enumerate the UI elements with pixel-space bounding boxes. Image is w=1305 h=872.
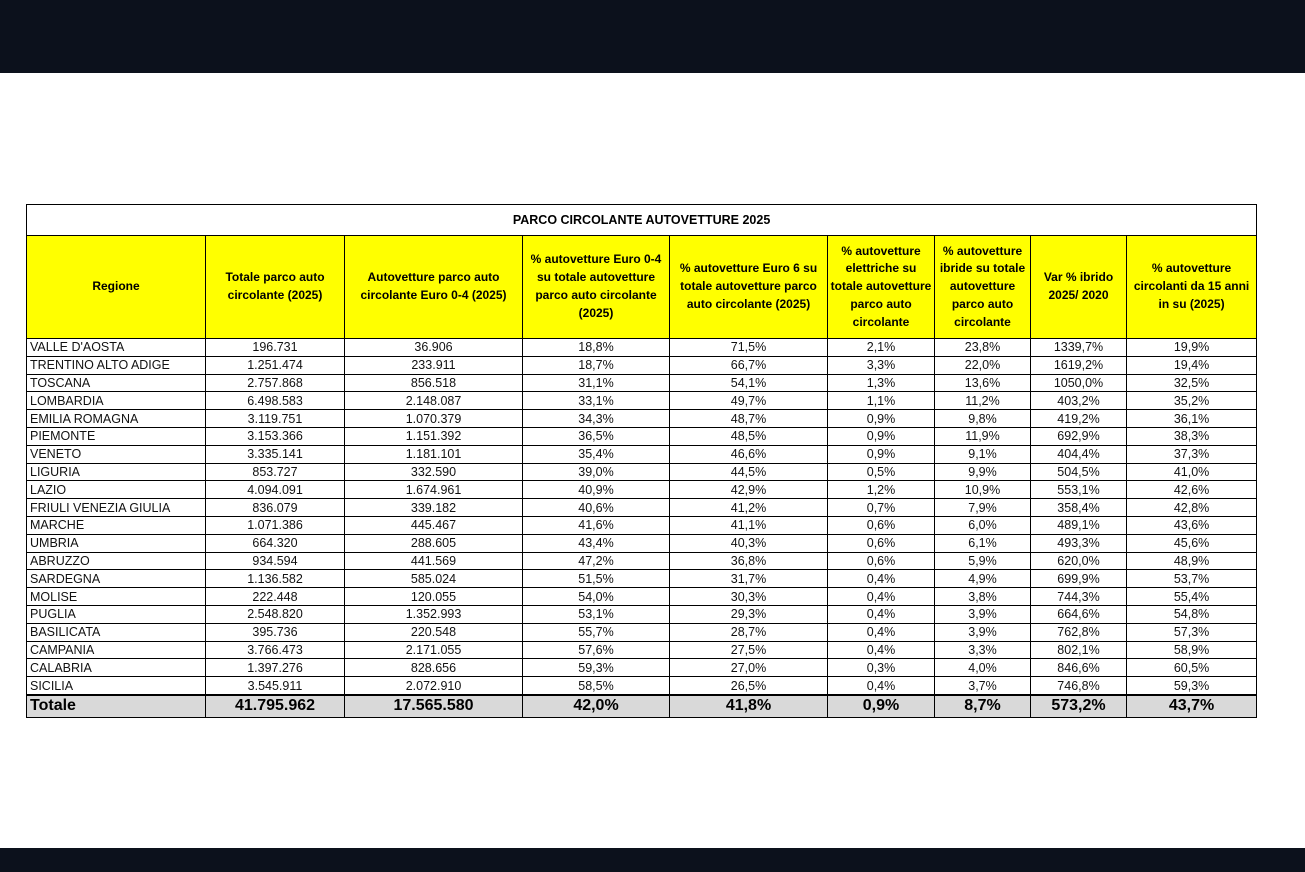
- value-cell: 54,1%: [670, 374, 828, 392]
- value-cell: 31,7%: [670, 570, 828, 588]
- value-cell: 746,8%: [1031, 677, 1127, 695]
- value-cell: 36,5%: [523, 427, 670, 445]
- region-cell: CALABRIA: [27, 659, 206, 677]
- value-cell: 419,2%: [1031, 410, 1127, 428]
- header-pct-euro-6: % autovetture Euro 6 su totale autovetture parco auto circolante (2025): [670, 236, 828, 339]
- value-cell: 1.397.276: [206, 659, 345, 677]
- value-cell: 33,1%: [523, 392, 670, 410]
- table-row: [27, 481, 1257, 499]
- value-cell: 7,9%: [935, 499, 1031, 517]
- value-cell: 38,3%: [1127, 427, 1257, 445]
- value-cell: 40,3%: [670, 534, 828, 552]
- header-totale-parco: Totale parco auto circolante (2025): [206, 236, 345, 339]
- value-cell: 0,3%: [828, 659, 935, 677]
- top-frame-bar: [0, 0, 1305, 73]
- value-cell: 44,5%: [670, 463, 828, 481]
- value-cell: 57,6%: [523, 641, 670, 659]
- value-cell: 664.320: [206, 534, 345, 552]
- table-row: [27, 677, 1257, 695]
- value-cell: 13,6%: [935, 374, 1031, 392]
- value-cell: 0,5%: [828, 463, 935, 481]
- spreadsheet: [26, 204, 1256, 718]
- value-cell: 43,4%: [523, 534, 670, 552]
- region-cell: CAMPANIA: [27, 641, 206, 659]
- header-pct-elettriche: % autovetture elettriche su totale autovetture parco auto circolante: [828, 236, 935, 339]
- value-cell: 664,6%: [1031, 605, 1127, 623]
- value-cell: 35,2%: [1127, 392, 1257, 410]
- value-cell: 504,5%: [1031, 463, 1127, 481]
- header-euro-0-4: Autovetture parco auto circolante Euro 0-4 (2025): [345, 236, 523, 339]
- value-cell: 58,5%: [523, 677, 670, 695]
- value-cell: 18,7%: [523, 356, 670, 374]
- region-cell: UMBRIA: [27, 534, 206, 552]
- value-cell: 762,8%: [1031, 623, 1127, 641]
- value-cell: 1.352.993: [345, 605, 523, 623]
- value-cell: 40,9%: [523, 481, 670, 499]
- value-cell: 2.757.868: [206, 374, 345, 392]
- region-cell: MOLISE: [27, 588, 206, 606]
- value-cell: 32,5%: [1127, 374, 1257, 392]
- value-cell: 1,2%: [828, 481, 935, 499]
- total-cell: 41.795.962: [206, 695, 345, 718]
- value-cell: 1,3%: [828, 374, 935, 392]
- value-cell: 1.070.379: [345, 410, 523, 428]
- value-cell: 29,3%: [670, 605, 828, 623]
- value-cell: 19,4%: [1127, 356, 1257, 374]
- table-row: [27, 499, 1257, 517]
- value-cell: 1.071.386: [206, 516, 345, 534]
- region-cell: LIGURIA: [27, 463, 206, 481]
- header-pct-euro-0-4: % autovetture Euro 0-4 su totale autovetture parco auto circolante (2025): [523, 236, 670, 339]
- value-cell: 59,3%: [523, 659, 670, 677]
- value-cell: 233.911: [345, 356, 523, 374]
- value-cell: 53,1%: [523, 605, 670, 623]
- table-row: [27, 534, 1257, 552]
- table-row: [27, 659, 1257, 677]
- value-cell: 0,4%: [828, 623, 935, 641]
- value-cell: 42,6%: [1127, 481, 1257, 499]
- value-cell: 57,3%: [1127, 623, 1257, 641]
- value-cell: 22,0%: [935, 356, 1031, 374]
- value-cell: 0,4%: [828, 677, 935, 695]
- table-row: [27, 641, 1257, 659]
- value-cell: 35,4%: [523, 445, 670, 463]
- value-cell: 1,1%: [828, 392, 935, 410]
- value-cell: 744,3%: [1031, 588, 1127, 606]
- value-cell: 1.136.582: [206, 570, 345, 588]
- value-cell: 0,4%: [828, 641, 935, 659]
- value-cell: 3,3%: [828, 356, 935, 374]
- value-cell: 0,9%: [828, 445, 935, 463]
- region-cell: SICILIA: [27, 677, 206, 695]
- region-cell: PIEMONTE: [27, 427, 206, 445]
- region-cell: SARDEGNA: [27, 570, 206, 588]
- table-body: [27, 339, 1257, 695]
- value-cell: 0,6%: [828, 534, 935, 552]
- table-row: [27, 463, 1257, 481]
- region-cell: EMILIA ROMAGNA: [27, 410, 206, 428]
- region-cell: TOSCANA: [27, 374, 206, 392]
- value-cell: 3,8%: [935, 588, 1031, 606]
- value-cell: 11,9%: [935, 427, 1031, 445]
- value-cell: 2.072.910: [345, 677, 523, 695]
- total-cell: 41,8%: [670, 695, 828, 718]
- value-cell: 445.467: [345, 516, 523, 534]
- value-cell: 26,5%: [670, 677, 828, 695]
- value-cell: 1.251.474: [206, 356, 345, 374]
- value-cell: 358,4%: [1031, 499, 1127, 517]
- value-cell: 39,0%: [523, 463, 670, 481]
- value-cell: 2.548.820: [206, 605, 345, 623]
- value-cell: 1619,2%: [1031, 356, 1127, 374]
- value-cell: 42,9%: [670, 481, 828, 499]
- value-cell: 9,1%: [935, 445, 1031, 463]
- table-row: [27, 410, 1257, 428]
- value-cell: 3,3%: [935, 641, 1031, 659]
- value-cell: 37,3%: [1127, 445, 1257, 463]
- value-cell: 0,7%: [828, 499, 935, 517]
- value-cell: 23,8%: [935, 339, 1031, 357]
- value-cell: 1.181.101: [345, 445, 523, 463]
- value-cell: 42,8%: [1127, 499, 1257, 517]
- value-cell: 53,7%: [1127, 570, 1257, 588]
- bottom-frame-bar: [0, 848, 1305, 872]
- value-cell: 332.590: [345, 463, 523, 481]
- header-pct-ibride: % autovetture ibride su totale autovetture parco auto circolante: [935, 236, 1031, 339]
- total-cell: 573,2%: [1031, 695, 1127, 718]
- value-cell: 58,9%: [1127, 641, 1257, 659]
- value-cell: 36,1%: [1127, 410, 1257, 428]
- value-cell: 18,8%: [523, 339, 670, 357]
- table-row: [27, 623, 1257, 641]
- value-cell: 3,9%: [935, 605, 1031, 623]
- value-cell: 43,6%: [1127, 516, 1257, 534]
- value-cell: 395.736: [206, 623, 345, 641]
- value-cell: 41,1%: [670, 516, 828, 534]
- value-cell: 856.518: [345, 374, 523, 392]
- value-cell: 6.498.583: [206, 392, 345, 410]
- value-cell: 27,0%: [670, 659, 828, 677]
- region-cell: MARCHE: [27, 516, 206, 534]
- value-cell: 5,9%: [935, 552, 1031, 570]
- region-cell: LAZIO: [27, 481, 206, 499]
- region-cell: ABRUZZO: [27, 552, 206, 570]
- value-cell: 31,1%: [523, 374, 670, 392]
- value-cell: 828.656: [345, 659, 523, 677]
- table-row: [27, 392, 1257, 410]
- total-cell: 0,9%: [828, 695, 935, 718]
- value-cell: 2.148.087: [345, 392, 523, 410]
- value-cell: 40,6%: [523, 499, 670, 517]
- value-cell: 0,4%: [828, 605, 935, 623]
- value-cell: 6,0%: [935, 516, 1031, 534]
- value-cell: 802,1%: [1031, 641, 1127, 659]
- value-cell: 620,0%: [1031, 552, 1127, 570]
- value-cell: 0,6%: [828, 552, 935, 570]
- value-cell: 27,5%: [670, 641, 828, 659]
- header-regione: Regione: [27, 236, 206, 339]
- value-cell: 846,6%: [1031, 659, 1127, 677]
- value-cell: 3,9%: [935, 623, 1031, 641]
- region-cell: TRENTINO ALTO ADIGE: [27, 356, 206, 374]
- region-cell: FRIULI VENEZIA GIULIA: [27, 499, 206, 517]
- table-row: [27, 445, 1257, 463]
- value-cell: 54,8%: [1127, 605, 1257, 623]
- value-cell: 41,0%: [1127, 463, 1257, 481]
- table-row: [27, 588, 1257, 606]
- table-row: [27, 339, 1257, 357]
- header-pct-15-anni: % autovetture circolanti da 15 anni in su (2025): [1127, 236, 1257, 339]
- value-cell: 19,9%: [1127, 339, 1257, 357]
- value-cell: 54,0%: [523, 588, 670, 606]
- value-cell: 55,4%: [1127, 588, 1257, 606]
- value-cell: 48,5%: [670, 427, 828, 445]
- value-cell: 45,6%: [1127, 534, 1257, 552]
- table-row: [27, 552, 1257, 570]
- value-cell: 1339,7%: [1031, 339, 1127, 357]
- value-cell: 4.094.091: [206, 481, 345, 499]
- table-row: [27, 374, 1257, 392]
- value-cell: 404,4%: [1031, 445, 1127, 463]
- value-cell: 49,7%: [670, 392, 828, 410]
- value-cell: 36,8%: [670, 552, 828, 570]
- total-row: [27, 695, 1257, 718]
- value-cell: 4,9%: [935, 570, 1031, 588]
- value-cell: 3,7%: [935, 677, 1031, 695]
- data-table: [26, 204, 1257, 718]
- value-cell: 692,9%: [1031, 427, 1127, 445]
- total-cell: 17.565.580: [345, 695, 523, 718]
- table-row: [27, 356, 1257, 374]
- table-title: PARCO CIRCOLANTE AUTOVETTURE 2025: [27, 205, 1257, 236]
- total-cell: 42,0%: [523, 695, 670, 718]
- value-cell: 4,0%: [935, 659, 1031, 677]
- value-cell: 3.766.473: [206, 641, 345, 659]
- value-cell: 339.182: [345, 499, 523, 517]
- value-cell: 585.024: [345, 570, 523, 588]
- value-cell: 47,2%: [523, 552, 670, 570]
- value-cell: 0,9%: [828, 410, 935, 428]
- table-row: [27, 605, 1257, 623]
- value-cell: 66,7%: [670, 356, 828, 374]
- value-cell: 6,1%: [935, 534, 1031, 552]
- value-cell: 196.731: [206, 339, 345, 357]
- value-cell: 441.569: [345, 552, 523, 570]
- value-cell: 36.906: [345, 339, 523, 357]
- region-cell: VALLE D'AOSTA: [27, 339, 206, 357]
- value-cell: 120.055: [345, 588, 523, 606]
- value-cell: 0,9%: [828, 427, 935, 445]
- value-cell: 1.674.961: [345, 481, 523, 499]
- value-cell: 60,5%: [1127, 659, 1257, 677]
- value-cell: 220.548: [345, 623, 523, 641]
- value-cell: 46,6%: [670, 445, 828, 463]
- value-cell: 9,8%: [935, 410, 1031, 428]
- value-cell: 30,3%: [670, 588, 828, 606]
- region-cell: LOMBARDIA: [27, 392, 206, 410]
- region-cell: PUGLIA: [27, 605, 206, 623]
- value-cell: 59,3%: [1127, 677, 1257, 695]
- value-cell: 34,3%: [523, 410, 670, 428]
- value-cell: 28,7%: [670, 623, 828, 641]
- value-cell: 1.151.392: [345, 427, 523, 445]
- table-row: [27, 427, 1257, 445]
- value-cell: 489,1%: [1031, 516, 1127, 534]
- value-cell: 403,2%: [1031, 392, 1127, 410]
- value-cell: 853.727: [206, 463, 345, 481]
- value-cell: 41,2%: [670, 499, 828, 517]
- value-cell: 0,4%: [828, 588, 935, 606]
- value-cell: 836.079: [206, 499, 345, 517]
- total-label: Totale: [27, 695, 206, 718]
- value-cell: 2,1%: [828, 339, 935, 357]
- value-cell: 3.153.366: [206, 427, 345, 445]
- value-cell: 55,7%: [523, 623, 670, 641]
- value-cell: 3.335.141: [206, 445, 345, 463]
- value-cell: 48,9%: [1127, 552, 1257, 570]
- value-cell: 71,5%: [670, 339, 828, 357]
- value-cell: 0,4%: [828, 570, 935, 588]
- value-cell: 222.448: [206, 588, 345, 606]
- value-cell: 699,9%: [1031, 570, 1127, 588]
- value-cell: 934.594: [206, 552, 345, 570]
- value-cell: 553,1%: [1031, 481, 1127, 499]
- value-cell: 51,5%: [523, 570, 670, 588]
- value-cell: 11,2%: [935, 392, 1031, 410]
- value-cell: 3.119.751: [206, 410, 345, 428]
- table-row: [27, 570, 1257, 588]
- value-cell: 2.171.055: [345, 641, 523, 659]
- value-cell: 0,6%: [828, 516, 935, 534]
- value-cell: 41,6%: [523, 516, 670, 534]
- value-cell: 9,9%: [935, 463, 1031, 481]
- value-cell: 288.605: [345, 534, 523, 552]
- value-cell: 1050,0%: [1031, 374, 1127, 392]
- value-cell: 48,7%: [670, 410, 828, 428]
- total-cell: 8,7%: [935, 695, 1031, 718]
- value-cell: 3.545.911: [206, 677, 345, 695]
- value-cell: 10,9%: [935, 481, 1031, 499]
- header-row: [27, 236, 1257, 339]
- header-var-ibrido: Var % ibrido 2025/ 2020: [1031, 236, 1127, 339]
- total-cell: 43,7%: [1127, 695, 1257, 718]
- region-cell: BASILICATA: [27, 623, 206, 641]
- table-row: [27, 516, 1257, 534]
- region-cell: VENETO: [27, 445, 206, 463]
- value-cell: 493,3%: [1031, 534, 1127, 552]
